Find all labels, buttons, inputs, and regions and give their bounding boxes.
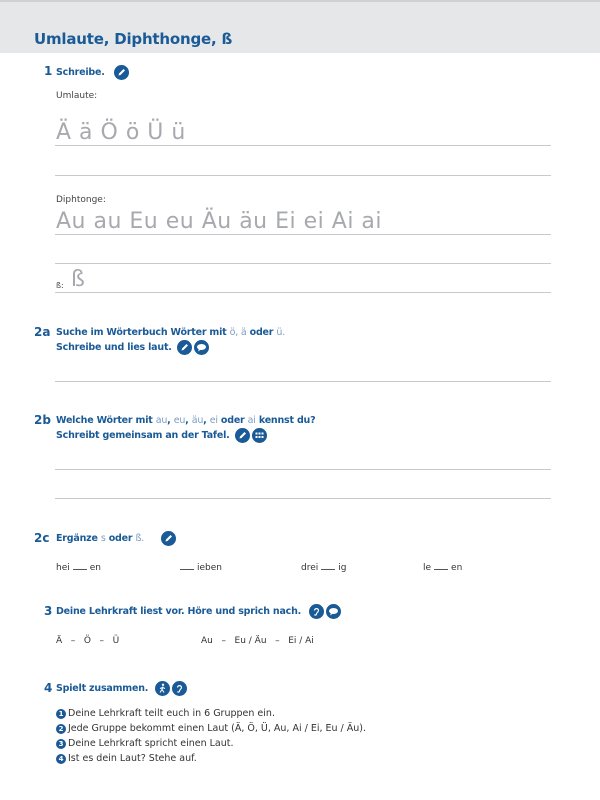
- writing-line[interactable]: [55, 381, 551, 382]
- highlight-letters: ü.: [276, 327, 286, 338]
- task-1-instruction-text: Schreibe.: [56, 67, 105, 78]
- diphthonge-label: Diphtonge:: [56, 195, 106, 205]
- step-item: [56, 708, 275, 719]
- vowel-sequence-umlaute: Ä – Ö – Ü: [56, 636, 120, 646]
- text-segment: Ergänze: [56, 533, 101, 544]
- step-number-badge: 1: [56, 709, 66, 719]
- writing-line[interactable]: [55, 469, 551, 470]
- vowel-sequence-diphthonge: Au – Eu / Äu – Ei / Ai: [201, 636, 314, 646]
- task-4-instruction: [56, 681, 187, 696]
- highlight-letters: ö, ä: [229, 327, 247, 338]
- task-2c-instruction: [56, 531, 176, 546]
- writing-line[interactable]: [55, 263, 551, 264]
- task-3-instruction: [56, 604, 341, 619]
- eszett-trace: ß: [71, 267, 86, 292]
- text-segment: oder: [246, 327, 277, 338]
- writing-line[interactable]: [55, 234, 551, 235]
- word-part: en: [451, 563, 463, 573]
- step-text: Jede Gruppe bekommt einen Laut (Ä, Ö, Ü, Au, Ai / Ei, Eu / Äu).: [68, 723, 367, 734]
- ear-icon: [309, 604, 324, 619]
- speech-bubble-icon: [194, 340, 209, 355]
- umlaute-label: Umlaute:: [56, 91, 98, 101]
- task-4-number: 4: [44, 681, 53, 695]
- task-2c-number: 2c: [34, 531, 50, 545]
- task-2a-instruction-line-1: [56, 325, 285, 340]
- task-3-number: 3: [44, 604, 53, 618]
- highlight-letters: eu: [173, 415, 186, 426]
- text-segment: Spielt zusammen.: [56, 683, 149, 694]
- highlight-letters: ei: [209, 415, 218, 426]
- highlight-letters: äu: [191, 415, 204, 426]
- word-part: drei: [301, 563, 319, 573]
- highlight-letters: s: [100, 533, 106, 544]
- blank-field[interactable]: [321, 569, 335, 570]
- step-text: Ist es dein Laut? Stehe auf.: [68, 753, 197, 764]
- blank-field[interactable]: [73, 569, 87, 570]
- ear-icon: [172, 681, 187, 696]
- blank-field[interactable]: [180, 569, 194, 570]
- step-item: [56, 753, 197, 764]
- highlight-letters: ß.: [135, 533, 145, 544]
- writing-line[interactable]: [55, 175, 551, 176]
- fill-word-2: [180, 563, 222, 573]
- highlight-letters: au: [155, 415, 168, 426]
- task-1-number: 1: [44, 64, 53, 78]
- text-segment: ,: [203, 415, 210, 426]
- task-2b-instruction-line-1: [56, 413, 315, 428]
- text-segment: oder: [105, 533, 136, 544]
- word-part: le: [423, 563, 432, 573]
- text-segment: kennst du?: [255, 415, 316, 426]
- writing-line[interactable]: [55, 498, 551, 499]
- step-number-badge: 4: [56, 754, 66, 764]
- task-2a-number: 2a: [34, 325, 51, 339]
- fill-word-1: [56, 563, 101, 573]
- step-number-badge: 2: [56, 724, 66, 734]
- task-2b-number: 2b: [34, 413, 51, 427]
- word-part: en: [89, 563, 101, 573]
- fill-word-4: [423, 563, 462, 573]
- page-title: Umlaute, Diphthonge, ß: [34, 30, 233, 48]
- text-segment: Suche im Wörterbuch Wörter mit: [56, 327, 230, 338]
- text-segment: Schreibe und lies laut.: [56, 342, 172, 353]
- blank-field[interactable]: [434, 569, 448, 570]
- step-item: [56, 738, 234, 749]
- writing-line[interactable]: [55, 292, 551, 293]
- task-1-instruction: [56, 65, 129, 80]
- text-segment: ,: [185, 415, 192, 426]
- word-part: hei: [56, 563, 70, 573]
- step-text: Deine Lehrkraft spricht einen Laut.: [68, 738, 234, 749]
- text-segment: oder: [217, 415, 248, 426]
- pencil-icon: [114, 65, 129, 80]
- pencil-icon: [177, 340, 192, 355]
- fill-word-3: [301, 563, 346, 573]
- diphthonge-trace: Au au Eu eu Äu äu Ei ei Ai ai: [56, 209, 383, 234]
- word-part: ieben: [197, 563, 222, 573]
- text-segment: ,: [167, 415, 174, 426]
- pencil-icon: [235, 428, 250, 443]
- text-segment: Welche Wörter mit: [56, 415, 156, 426]
- writing-line[interactable]: [55, 145, 551, 146]
- task-2a-instruction-line-2: [56, 340, 209, 355]
- step-item: [56, 723, 366, 734]
- pencil-icon: [161, 531, 176, 546]
- umlaute-trace: Ä ä Ö ö Ü ü: [56, 120, 186, 145]
- person-moving-icon: [155, 681, 170, 696]
- speech-bubble-icon: [326, 604, 341, 619]
- word-part: ig: [338, 563, 347, 573]
- step-number-badge: 3: [56, 739, 66, 749]
- task-2b-instruction-line-2: [56, 428, 267, 443]
- step-text: Deine Lehrkraft teilt euch in 6 Gruppen ein.: [68, 708, 275, 719]
- group-icon: [252, 428, 267, 443]
- eszett-label: ß:: [56, 281, 64, 290]
- text-segment: Schreibt gemeinsam an der Tafel.: [56, 430, 230, 441]
- text-segment: Deine Lehrkraft liest vor. Höre und sprich nach.: [56, 606, 302, 617]
- highlight-letters: ai: [247, 415, 256, 426]
